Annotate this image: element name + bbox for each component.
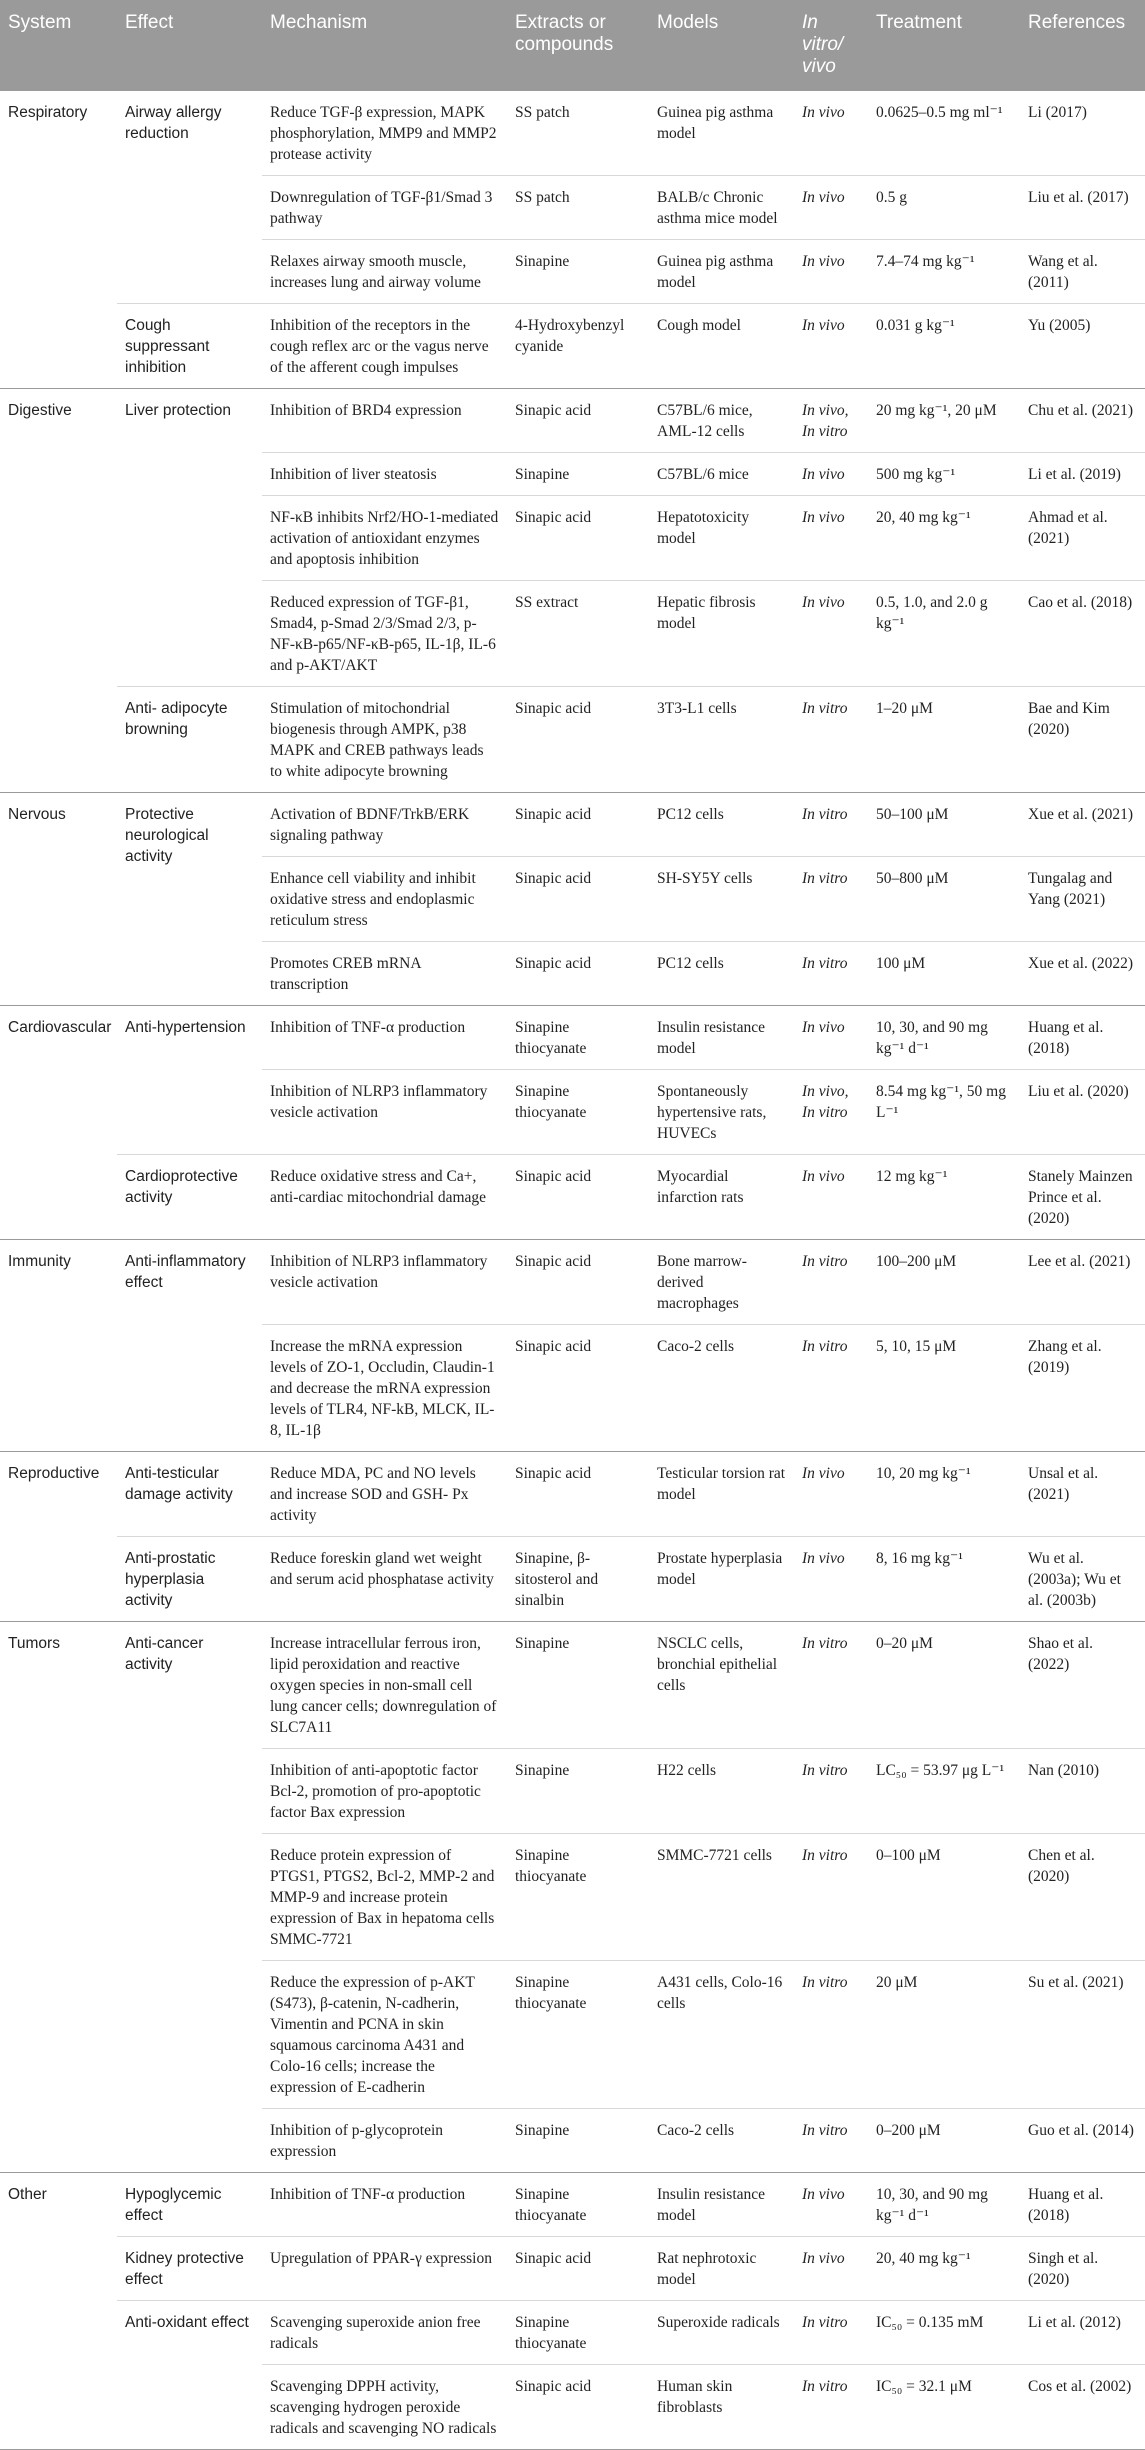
treatment-cell: 0–20 μM [868, 1622, 1020, 1749]
extract-cell: Sinapine [507, 453, 649, 496]
vivo-cell: In vivo [794, 496, 868, 581]
mechanism-cell: Inhibition of liver steatosis [262, 453, 507, 496]
mechanism-cell: Inhibition of TNF-α production [262, 2173, 507, 2237]
system-cell: Cardiovascular [0, 1006, 117, 1240]
treatment-cell: 0.031 g kg⁻¹ [868, 304, 1020, 389]
model-cell: SMMC-7721 cells [649, 1834, 794, 1961]
reference-cell: Chu et al. (2021) [1020, 389, 1145, 453]
vivo-cell: In vivo [794, 176, 868, 240]
model-cell: Guinea pig asthma model [649, 240, 794, 304]
table-row [0, 1155, 1145, 1240]
vivo-cell: In vivo [794, 91, 868, 176]
reference-cell: Singh et al. (2020) [1020, 2237, 1145, 2301]
mechanism-cell: Reduce MDA, PC and NO levels and increase SOD and GSH- Px activity [262, 1452, 507, 1537]
table-row [0, 1240, 1145, 1325]
mechanism-cell: Increase intracellular ferrous iron, lipid peroxidation and reactive oxygen species in non-small cell lung cancer cells; downregulation of SLC7A11 [262, 1622, 507, 1749]
vivo-cell: In vitro [794, 942, 868, 1006]
vivo-cell: In vivo [794, 581, 868, 687]
effect-cell: Airway allergy reduction [117, 91, 262, 304]
vivo-cell: In vivo, In vitro [794, 1070, 868, 1155]
mechanism-cell: Inhibition of NLRP3 inflammatory vesicle activation [262, 1070, 507, 1155]
table-row [0, 793, 1145, 857]
vivo-cell: In vivo [794, 1155, 868, 1240]
extract-cell: Sinapic acid [507, 1240, 649, 1325]
mechanism-cell: Reduced expression of TGF-β1, Smad4, p-Smad 2/3/Smad 2/3, p-NF-κB-p65/NF-κB-p65, IL-1β, IL-6 and p-AKT/AKT [262, 581, 507, 687]
vivo-cell: In vitro [794, 1749, 868, 1834]
model-cell: Bone marrow-derived macrophages [649, 1240, 794, 1325]
extract-cell: 4-Hydroxybenzyl cyanide [507, 304, 649, 389]
model-cell: Guinea pig asthma model [649, 91, 794, 176]
reference-cell: Liu et al. (2020) [1020, 1070, 1145, 1155]
reference-cell: Stanely Mainzen Prince et al. (2020) [1020, 1155, 1145, 1240]
header-in-vitro-vivo: In vitro/ vivo [794, 0, 868, 91]
treatment-cell: 5, 10, 15 μM [868, 1325, 1020, 1452]
model-cell: PC12 cells [649, 793, 794, 857]
extract-cell: Sinapic acid [507, 857, 649, 942]
reference-cell: Cos et al. (2002) [1020, 2365, 1145, 2450]
mechanism-cell: NF-κB inhibits Nrf2/HO-1-mediated activation of antioxidant enzymes and apoptosis inhibition [262, 496, 507, 581]
header-system: System [0, 0, 117, 91]
treatment-cell: 20 μM [868, 1961, 1020, 2109]
reference-cell: Huang et al. (2018) [1020, 2173, 1145, 2237]
treatment-cell: 500 mg kg⁻¹ [868, 453, 1020, 496]
reference-cell: Xue et al. (2021) [1020, 793, 1145, 857]
treatment-cell: LC₅₀ = 53.97 μg L⁻¹ [868, 1749, 1020, 1834]
extract-cell: Sinapine [507, 1622, 649, 1749]
vivo-cell: In vitro [794, 2109, 868, 2173]
system-cell: Tumors [0, 1622, 117, 2173]
treatment-cell: 10, 30, and 90 mg kg⁻¹ d⁻¹ [868, 1006, 1020, 1070]
treatment-cell: 10, 20 mg kg⁻¹ [868, 1452, 1020, 1537]
system-cell: Respiratory [0, 91, 117, 389]
mechanism-cell: Reduce TGF-β expression, MAPK phosphorylation, MMP9 and MMP2 protease activity [262, 91, 507, 176]
mechanism-cell: Reduce foreskin gland wet weight and serum acid phosphatase activity [262, 1537, 507, 1622]
treatment-cell: 1–20 μM [868, 687, 1020, 793]
effect-cell: Liver protection [117, 389, 262, 687]
mechanism-cell: Inhibition of anti-apoptotic factor Bcl-2, promotion of pro-apoptotic factor Bax expression [262, 1749, 507, 1834]
model-cell: Myocardial infarction rats [649, 1155, 794, 1240]
extract-cell: Sinapine, β-sitosterol and sinalbin [507, 1537, 649, 1622]
mechanism-cell: Enhance cell viability and inhibit oxidative stress and endoplasmic reticulum stress [262, 857, 507, 942]
effect-cell: Anti-hypertension [117, 1006, 262, 1155]
model-cell: Superoxide radicals [649, 2301, 794, 2365]
treatment-cell: 100–200 μM [868, 1240, 1020, 1325]
vivo-cell: In vivo [794, 1452, 868, 1537]
model-cell: Prostate hyperplasia model [649, 1537, 794, 1622]
treatment-cell: 0.0625–0.5 mg ml⁻¹ [868, 91, 1020, 176]
effect-cell: Anti-testicular damage activity [117, 1452, 262, 1537]
treatment-cell: IC₅₀ = 0.135 mM [868, 2301, 1020, 2365]
vivo-cell: In vivo, In vitro [794, 389, 868, 453]
extract-cell: Sinapine thiocyanate [507, 1070, 649, 1155]
reference-cell: Huang et al. (2018) [1020, 1006, 1145, 1070]
treatment-cell: 8, 16 mg kg⁻¹ [868, 1537, 1020, 1622]
reference-cell: Li (2017) [1020, 91, 1145, 176]
extract-cell: Sinapine [507, 1749, 649, 1834]
treatment-cell: 50–100 μM [868, 793, 1020, 857]
mechanism-cell: Increase the mRNA expression levels of ZO-1, Occludin, Claudin-1 and decrease the mRNA expression levels of TLR4, NF-kB, MLCK, IL-8, IL-1β [262, 1325, 507, 1452]
vivo-cell: In vivo [794, 2237, 868, 2301]
treatment-cell: 20 mg kg⁻¹, 20 μM [868, 389, 1020, 453]
reference-cell: Su et al. (2021) [1020, 1961, 1145, 2109]
reference-cell: Wu et al. (2003a); Wu et al. (2003b) [1020, 1537, 1145, 1622]
system-cell: Digestive [0, 389, 117, 793]
reference-cell: Yu (2005) [1020, 304, 1145, 389]
mechanism-cell: Reduce the expression of p-AKT (S473), β-catenin, N-cadherin, Vimentin and PCNA in skin squamous carcinoma A431 and Colo-16 cells; increase the expression of E-cadherin [262, 1961, 507, 2109]
extract-cell: Sinapic acid [507, 496, 649, 581]
treatment-cell: 10, 30, and 90 mg kg⁻¹ d⁻¹ [868, 2173, 1020, 2237]
effect-cell: Hypoglycemic effect [117, 2173, 262, 2237]
table-row [0, 304, 1145, 389]
model-cell: Testicular torsion rat model [649, 1452, 794, 1537]
vivo-cell: In vitro [794, 1834, 868, 1961]
effect-cell: Anti- adipocyte browning [117, 687, 262, 793]
effect-cell: Kidney protective effect [117, 2237, 262, 2301]
effect-cell: Anti-oxidant effect [117, 2301, 262, 2450]
model-cell: Hepatic fibrosis model [649, 581, 794, 687]
effect-cell: Cardioprotective activity [117, 1155, 262, 1240]
table-row [0, 1537, 1145, 1622]
mechanism-cell: Stimulation of mitochondrial biogenesis through AMPK, p38 MAPK and CREB pathways leads to white adipocyte browning [262, 687, 507, 793]
extract-cell: Sinapic acid [507, 1155, 649, 1240]
vivo-cell: In vivo [794, 453, 868, 496]
treatment-cell: 0.5 g [868, 176, 1020, 240]
mechanism-cell: Reduce oxidative stress and Ca+, anti-cardiac mitochondrial damage [262, 1155, 507, 1240]
model-cell: SH-SY5Y cells [649, 857, 794, 942]
extract-cell: SS extract [507, 581, 649, 687]
model-cell: NSCLC cells, bronchial epithelial cells [649, 1622, 794, 1749]
reference-cell: Bae and Kim (2020) [1020, 687, 1145, 793]
mechanism-cell: Inhibition of the receptors in the cough reflex arc or the vagus nerve of the afferent cough impulses [262, 304, 507, 389]
header-extracts: Extracts or compounds [507, 0, 649, 91]
model-cell: Rat nephrotoxic model [649, 2237, 794, 2301]
vivo-cell: In vivo [794, 240, 868, 304]
mechanism-cell: Downregulation of TGF-β1/Smad 3 pathway [262, 176, 507, 240]
model-cell: 3T3-L1 cells [649, 687, 794, 793]
treatment-cell: 7.4–74 mg kg⁻¹ [868, 240, 1020, 304]
reference-cell: Lee et al. (2021) [1020, 1240, 1145, 1325]
mechanism-cell: Scavenging superoxide anion free radicals [262, 2301, 507, 2365]
mechanism-cell: Inhibition of TNF-α production [262, 1006, 507, 1070]
effect-cell: Anti-inflammatory effect [117, 1240, 262, 1452]
extract-cell: Sinapic acid [507, 687, 649, 793]
extract-cell: SS patch [507, 91, 649, 176]
reference-cell: Zhang et al. (2019) [1020, 1325, 1145, 1452]
mechanism-cell: Inhibition of p-glycoprotein expression [262, 2109, 507, 2173]
reference-cell: Li et al. (2012) [1020, 2301, 1145, 2365]
table-row [0, 2301, 1145, 2365]
model-cell: Cough model [649, 304, 794, 389]
treatment-cell: 8.54 mg kg⁻¹, 50 mg L⁻¹ [868, 1070, 1020, 1155]
table-row [0, 91, 1145, 176]
treatment-cell: 12 mg kg⁻¹ [868, 1155, 1020, 1240]
extract-cell: Sinapic acid [507, 942, 649, 1006]
treatment-cell: IC₅₀ = 32.1 μM [868, 2365, 1020, 2450]
mechanism-cell: Scavenging DPPH activity, scavenging hydrogen peroxide radicals and scavenging NO radicals [262, 2365, 507, 2450]
extract-cell: Sinapine thiocyanate [507, 2173, 649, 2237]
header-treatment: Treatment [868, 0, 1020, 91]
reference-cell: Wang et al. (2011) [1020, 240, 1145, 304]
treatment-cell: 20, 40 mg kg⁻¹ [868, 2237, 1020, 2301]
mechanism-cell: Inhibition of BRD4 expression [262, 389, 507, 453]
extract-cell: Sinapic acid [507, 2237, 649, 2301]
model-cell: PC12 cells [649, 942, 794, 1006]
reference-cell: Liu et al. (2017) [1020, 176, 1145, 240]
vivo-cell: In vitro [794, 687, 868, 793]
model-cell: Insulin resistance model [649, 2173, 794, 2237]
model-cell: Spontaneously hypertensive rats, HUVECs [649, 1070, 794, 1155]
extract-cell: Sinapine thiocyanate [507, 2301, 649, 2365]
effect-cell: Anti-cancer activity [117, 1622, 262, 2173]
vivo-cell: In vitro [794, 2301, 868, 2365]
system-cell: Other [0, 2173, 117, 2450]
reference-cell: Shao et al. (2022) [1020, 1622, 1145, 1749]
reference-cell: Chen et al. (2020) [1020, 1834, 1145, 1961]
extract-cell: Sinapic acid [507, 1452, 649, 1537]
vivo-cell: In vitro [794, 1240, 868, 1325]
mechanism-cell: Relaxes airway smooth muscle, increases lung and airway volume [262, 240, 507, 304]
vivo-cell: In vitro [794, 2365, 868, 2450]
extract-cell: Sinapine thiocyanate [507, 1834, 649, 1961]
table-row [0, 1622, 1145, 1749]
mechanism-cell: Promotes CREB mRNA transcription [262, 942, 507, 1006]
treatment-cell: 0–200 μM [868, 2109, 1020, 2173]
model-cell: C57BL/6 mice [649, 453, 794, 496]
extract-cell: Sinapic acid [507, 1325, 649, 1452]
table-row [0, 1452, 1145, 1537]
reference-cell: Unsal et al. (2021) [1020, 1452, 1145, 1537]
model-cell: Human skin fibroblasts [649, 2365, 794, 2450]
extract-cell: Sinapine [507, 2109, 649, 2173]
vivo-cell: In vivo [794, 304, 868, 389]
extract-cell: Sinapic acid [507, 2365, 649, 2450]
treatment-cell: 0.5, 1.0, and 2.0 g kg⁻¹ [868, 581, 1020, 687]
vivo-cell: In vitro [794, 1622, 868, 1749]
mechanism-cell: Upregulation of PPAR-γ expression [262, 2237, 507, 2301]
table-row [0, 2173, 1145, 2237]
mechanism-cell: Activation of BDNF/TrkB/ERK signaling pathway [262, 793, 507, 857]
extract-cell: Sinapine [507, 240, 649, 304]
reference-cell: Cao et al. (2018) [1020, 581, 1145, 687]
extract-cell: SS patch [507, 176, 649, 240]
system-cell: Reproductive [0, 1452, 117, 1622]
treatment-cell: 0–100 μM [868, 1834, 1020, 1961]
reference-cell: Guo et al. (2014) [1020, 2109, 1145, 2173]
model-cell: A431 cells, Colo-16 cells [649, 1961, 794, 2109]
model-cell: BALB/c Chronic asthma mice model [649, 176, 794, 240]
reference-cell: Li et al. (2019) [1020, 453, 1145, 496]
vivo-cell: In vivo [794, 1537, 868, 1622]
header-models: Models [649, 0, 794, 91]
table-row [0, 389, 1145, 453]
reference-cell: Xue et al. (2022) [1020, 942, 1145, 1006]
model-cell: Hepatotoxicity model [649, 496, 794, 581]
reference-cell: Tungalag and Yang (2021) [1020, 857, 1145, 942]
treatment-cell: 20, 40 mg kg⁻¹ [868, 496, 1020, 581]
extract-cell: Sinapine thiocyanate [507, 1006, 649, 1070]
model-cell: H22 cells [649, 1749, 794, 1834]
reference-cell: Nan (2010) [1020, 1749, 1145, 1834]
header-row [0, 0, 1145, 91]
header-references: References [1020, 0, 1145, 91]
system-cell: Immunity [0, 1240, 117, 1452]
system-cell: Nervous [0, 793, 117, 1006]
vivo-cell: In vivo [794, 2173, 868, 2237]
model-cell: C57BL/6 mice, AML-12 cells [649, 389, 794, 453]
model-cell: Insulin resistance model [649, 1006, 794, 1070]
mechanism-cell: Reduce protein expression of PTGS1, PTGS2, Bcl-2, MMP-2 and MMP-9 and increase protein expression of Bax in hepatoma cells SMMC-7721 [262, 1834, 507, 1961]
header-mechanism: Mechanism [262, 0, 507, 91]
effect-cell: Protective neurological activity [117, 793, 262, 1006]
extract-cell: Sinapine thiocyanate [507, 1961, 649, 2109]
vivo-cell: In vitro [794, 1961, 868, 2109]
table-row [0, 2237, 1145, 2301]
table-body [0, 91, 1145, 2450]
model-cell: Caco-2 cells [649, 1325, 794, 1452]
model-cell: Caco-2 cells [649, 2109, 794, 2173]
vivo-cell: In vitro [794, 857, 868, 942]
vivo-cell: In vitro [794, 1325, 868, 1452]
extract-cell: Sinapic acid [507, 793, 649, 857]
treatment-cell: 100 μM [868, 942, 1020, 1006]
treatment-cell: 50–800 μM [868, 857, 1020, 942]
header-effect: Effect [117, 0, 262, 91]
table-row [0, 687, 1145, 793]
extract-cell: Sinapic acid [507, 389, 649, 453]
table-row [0, 1006, 1145, 1070]
effect-cell: Anti-prostatic hyperplasia activity [117, 1537, 262, 1622]
vivo-cell: In vivo [794, 1006, 868, 1070]
vivo-cell: In vitro [794, 793, 868, 857]
reference-cell: Ahmad et al. (2021) [1020, 496, 1145, 581]
effect-cell: Cough suppressant inhibition [117, 304, 262, 389]
mechanism-cell: Inhibition of NLRP3 inflammatory vesicle activation [262, 1240, 507, 1325]
